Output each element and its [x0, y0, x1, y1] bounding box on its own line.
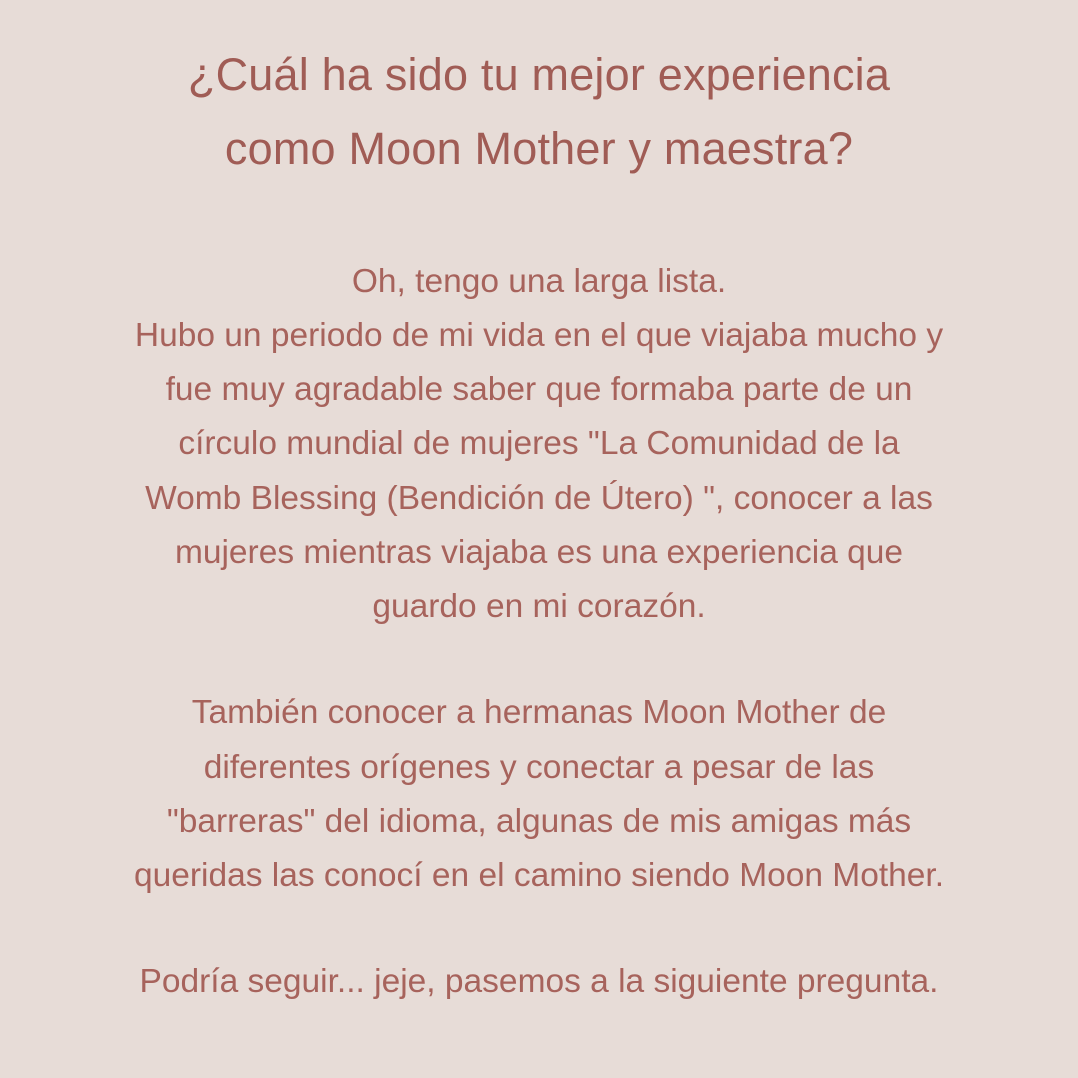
paragraph-line: Podría seguir... jeje, pasemos a la siguiente pregunta.	[139, 963, 939, 1001]
paragraph-line: mujeres mientras viajaba es una experiencia que	[174, 533, 904, 571]
paragraph-line: "barreras" del idioma, algunas de mis amigas más	[166, 802, 912, 840]
title-line: como Moon Mother y maestra?	[224, 123, 854, 175]
answer-paragraph-3	[140, 955, 939, 1009]
answer-paragraph-2	[134, 686, 944, 903]
paragraph-line: Womb Blessing (Bendición de Útero) ", conocer a las	[145, 479, 933, 517]
paragraph-line: También conocer a hermanas Moon Mother de	[191, 694, 887, 732]
title-line: ¿Cuál ha sido tu mejor experiencia	[187, 49, 891, 100]
answer-paragraph-1	[135, 255, 943, 635]
page-title	[188, 38, 890, 187]
paragraph-line: diferentes orígenes y conectar a pesar de las	[203, 748, 875, 786]
paragraph-line: queridas las conocí en el camino siendo Moon Mother.	[133, 857, 945, 895]
paragraph-line: guardo en mi corazón.	[372, 588, 706, 626]
paragraph-line: círculo mundial de mujeres "La Comunidad de la	[178, 425, 900, 463]
paragraph-line: Hubo un periodo de mi vida en el que viajaba mucho y	[134, 316, 944, 354]
paragraph-line: Oh, tengo una larga lista.	[351, 262, 727, 300]
paragraph-line: fue muy agradable saber que formaba parte de un	[165, 371, 913, 409]
